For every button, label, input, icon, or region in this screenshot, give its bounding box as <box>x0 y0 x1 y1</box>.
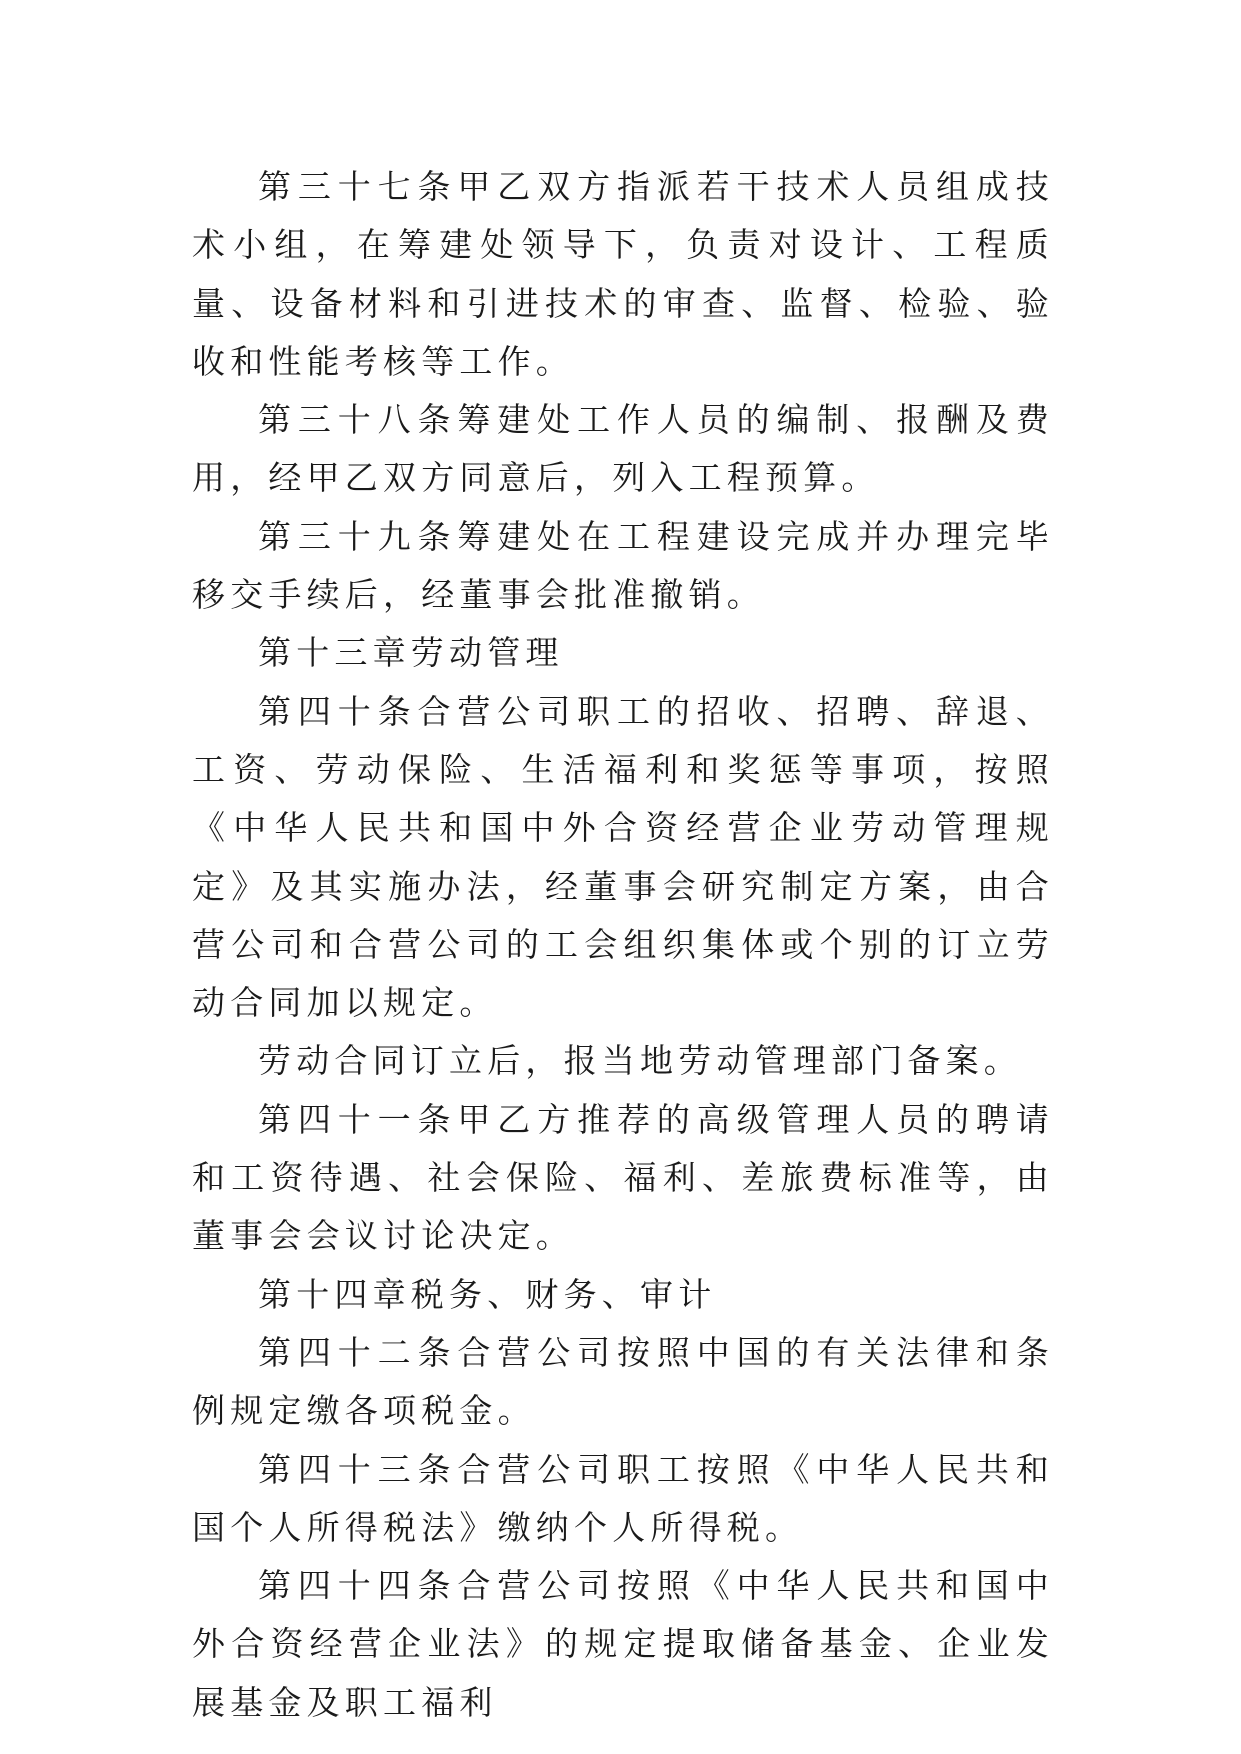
chapter-heading-14: 第十四章税务、财务、审计 <box>258 1274 717 1314</box>
paragraph-labor-contract-filing: 劳动合同订立后，报当地劳动管理部门备案。 <box>258 1041 1022 1081</box>
chapter-heading-13: 第十三章劳动管理 <box>258 633 564 673</box>
paragraph-article-44: 第四十四条合营公司按照《中华人民共和国中外合资经营企业法》的规定提取储备基金、企业发展基金及职工福利 <box>192 1566 1054 1722</box>
document-body <box>192 158 1054 1732</box>
paragraph-article-37: 第三十七条甲乙双方指派若干技术人员组成技术小组，在筹建处领导下，负责对设计、工程质量、设备材料和引进技术的审查、监督、检验、验收和性能考核等工作。 <box>192 167 1054 381</box>
paragraph-article-40: 第四十条合营公司职工的招收、招聘、辞退、工资、劳动保险、生活福利和奖惩等事项，按照《中华人民共和国中外合资经营企业劳动管理规定》及其实施办法，经董事会研究制定方案，由合营公司和合营公司的工会组织集体或个别的订立劳动合同加以规定。 <box>192 691 1054 1023</box>
paragraph-article-39: 第三十九条筹建处在工程建设完成并办理完毕移交手续后，经董事会批准撤销。 <box>192 516 1054 615</box>
paragraph-article-38: 第三十八条筹建处工作人员的编制、报酬及费用，经甲乙双方同意后，列入工程预算。 <box>192 400 1054 498</box>
paragraph-article-41: 第四十一条甲乙方推荐的高级管理人员的聘请和工资待遇、社会保险、福利、差旅费标准等，由董事会会议讨论决定。 <box>192 1099 1054 1256</box>
paragraph-article-42: 第四十二条合营公司按照中国的有关法律和条例规定缴各项税金。 <box>192 1332 1054 1431</box>
paragraph-article-43: 第四十三条合营公司职工按照《中华人民共和国个人所得税法》缴纳个人所得税。 <box>192 1449 1054 1547</box>
